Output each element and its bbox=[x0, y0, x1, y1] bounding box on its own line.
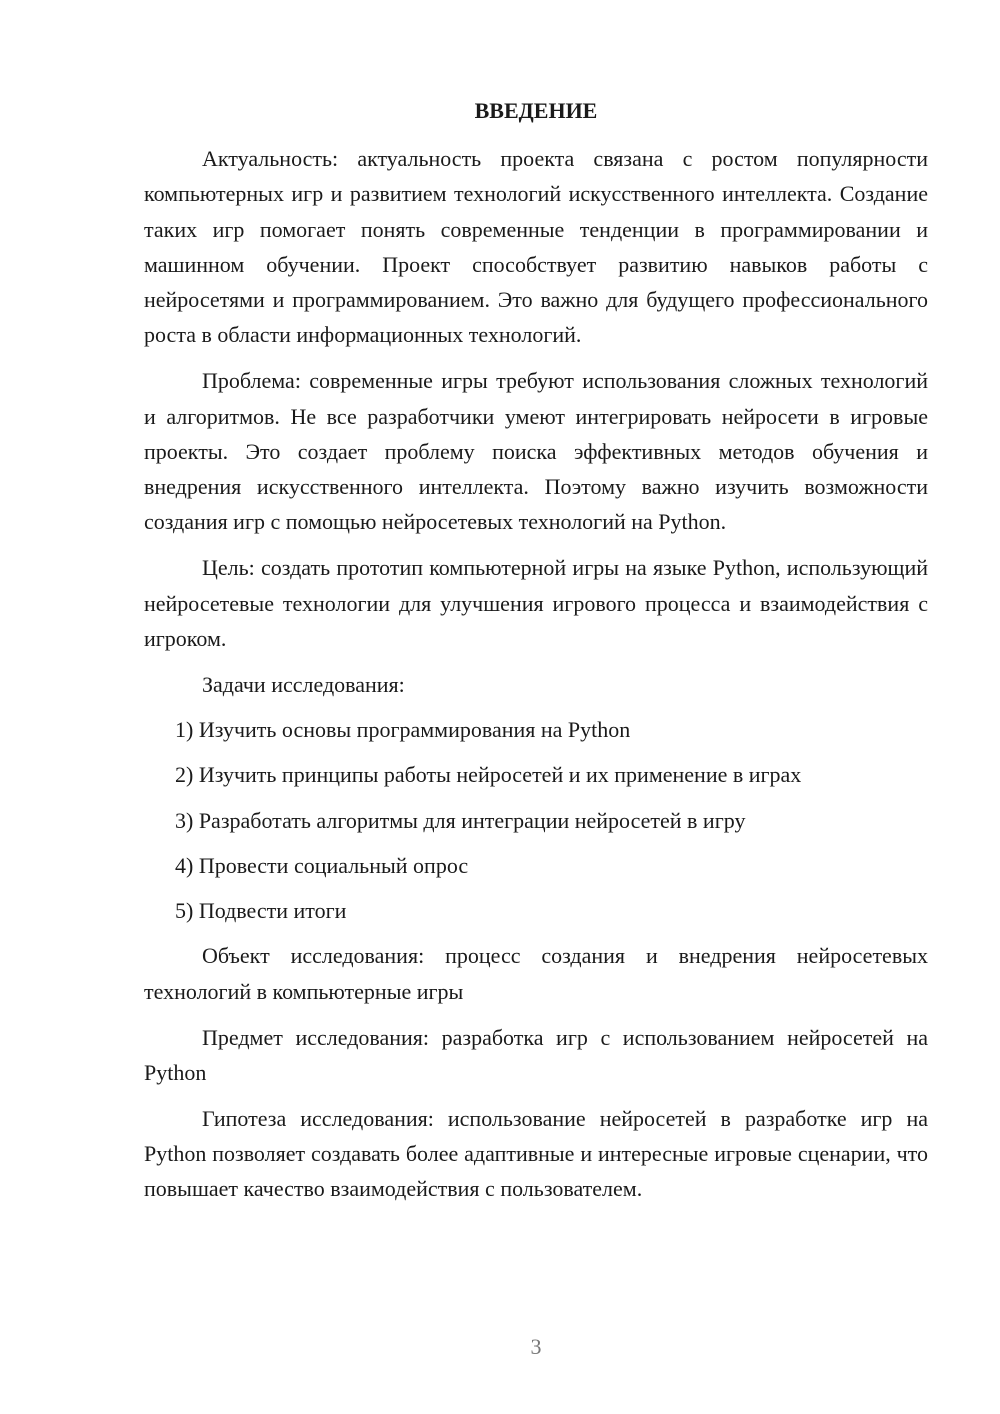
paragraph-problem: Проблема: современные игры требуют использования сложных технологий и алгоритмов. Не все разработчики умеют интегрировать нейросети в игровые проекты. Это создает проблему поиска эффективных методов обучения и внедрения искусственного интеллекта. Поэтому важно изучить возможности создания игр с помощью нейросетевых технологий на Python. bbox=[144, 368, 928, 535]
list-item: 3) Разработать алгоритмы для интеграции нейросетей в игру bbox=[175, 807, 746, 833]
paragraph-relevance: Актуальность: актуальность проекта связана с ростом популярности компьютерных игр и развитием технологий искусственного интеллекта. Создание таких игр помогает понять современные тенденции в программировании и машинном обучении. Проект способствует развитию навыков работы с нейросетями и программированием. Это важно для будущего профессионального роста в области информационных технологий. bbox=[144, 146, 928, 348]
paragraph-hypothesis: Гипотеза исследования: использование нейросетей в разработке игр на Python позволяет создавать более адаптивные и интересные игровые сценарии, что повышает качество взаимодействия с пользователем. bbox=[144, 1105, 928, 1202]
paragraph-subject: Предмет исследования: разработка игр с использованием нейросетей на Python bbox=[144, 1024, 928, 1085]
page-title: ВВЕДЕНИЕ bbox=[474, 98, 598, 123]
list-item: 4) Провести социальный опрос bbox=[175, 852, 469, 878]
list-item: 2) Изучить принципы работы нейросетей и их применение в играх bbox=[175, 762, 802, 788]
list-item: 5) Подвести итоги bbox=[175, 898, 347, 924]
paragraph-goal: Цель: создать прототип компьютерной игры на языке Python, использующий нейросетевые технологии для улучшения игрового процесса и взаимодействия с игроком. bbox=[144, 555, 928, 651]
paragraph-object: Объект исследования: процесс создания и внедрения нейросетевых технологий в компьютерные игры bbox=[144, 943, 928, 1004]
list-item: 1) Изучить основы программирования на Python bbox=[175, 716, 631, 742]
page-number: 3 bbox=[530, 1334, 542, 1359]
tasks-heading: Задачи исследования: bbox=[202, 671, 405, 697]
page-body bbox=[144, 141, 928, 1207]
